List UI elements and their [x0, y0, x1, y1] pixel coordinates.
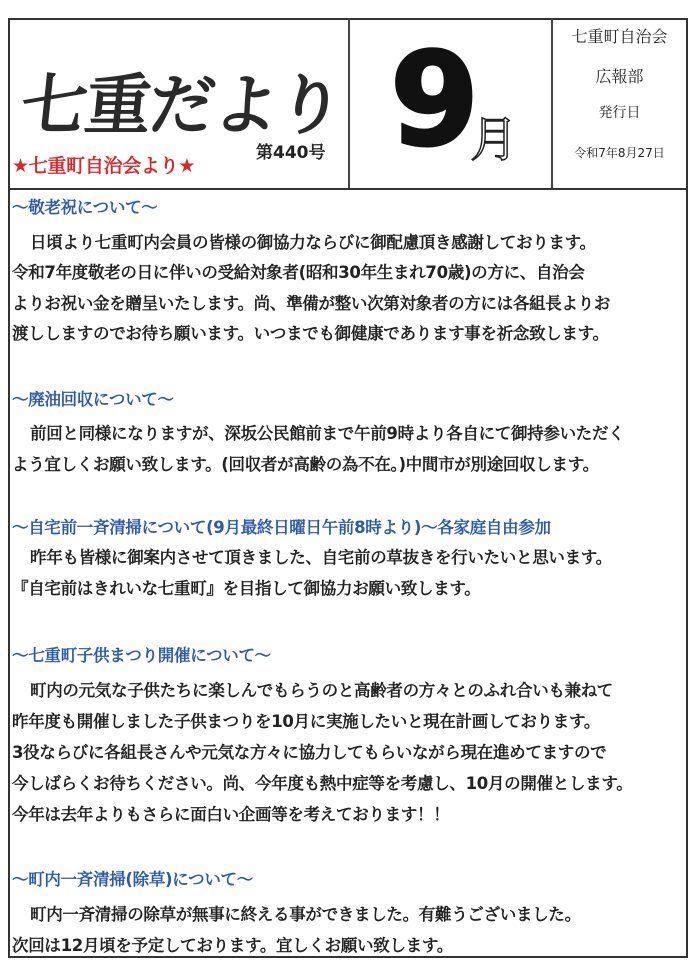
issue-number: 第440号 — [256, 143, 326, 163]
text-line: 3役ならびに各組長さんや元気な方々に協力してもらいながら現在進めてますので — [12, 743, 607, 762]
text-line: 町内一斉清掃の除草が無事に終える事ができました。有難うございました。 — [30, 905, 581, 924]
department: 広報部 — [595, 67, 644, 86]
section-title: ～自宅前一斉清掃について(9月最終日曜日午前8時より)～各家庭自由参加 — [12, 518, 551, 537]
month-cell — [350, 18, 553, 188]
text-line: 令和7年度敬老の日に伴いの受給対象者(昭和30年生まれ70歳)の方に、自治会 — [12, 263, 585, 282]
section-title: ～町内一斉清掃(除草)について～ — [12, 870, 253, 889]
text-line: 日頃より七重町内会員の皆様の御協力ならびに御配慮頂き感謝しております。 — [30, 233, 596, 252]
newsletter-title: 七重だより — [17, 67, 346, 144]
issue-date-label: 発行日 — [598, 105, 641, 121]
section-title: ～七重町子供まつり開催について～ — [12, 646, 271, 665]
text-line: 次回は12月頃を予定しております。宜しくお願い致します。 — [12, 936, 453, 955]
text-line: 町内の元気な子供たちに楽しんでもらうのと高齢者の方々とのふれ合いも兼ねて — [30, 681, 613, 700]
publisher: 七重町自治会 — [571, 27, 668, 46]
text-line: 昨年も皆様に御案内させて頂きました、自宅前の草抜きを行いたいと思います。 — [30, 548, 612, 567]
text-line: 前回と同様になりますが、深坂公民館前まで午前9時より各自にて御持参いただく — [30, 424, 625, 443]
section-title: ～敬老祝について～ — [12, 198, 158, 217]
text-line: 渡ししますのでお待ち願います。いつまでも御健康であります事を祈念致します。 — [12, 324, 609, 343]
publisher-cell — [553, 18, 686, 188]
issue-date: 令和7年8月27日 — [574, 146, 665, 160]
month-number: 9 — [390, 26, 480, 175]
text-line: よう宜しくお願い致します。(回収者が高齢の為不在。)中間市が別途回収します。 — [12, 455, 599, 474]
month-unit: 月 — [470, 112, 519, 168]
text-line: 『自宅前はきれいな七重町』を目指して御協力お願い致します。 — [12, 579, 481, 598]
text-line: 昨年度も開催しました子供まつりを10月に実施したいと現在計画しております。 — [12, 712, 601, 731]
text-line: 今しばらくお待ちください。尚、今年度も熱中症等を考慮し、10月の開催とします。 — [12, 774, 633, 793]
main-heading: ★七重町自治会より★ — [12, 155, 196, 177]
section-title: ～廃油回収について～ — [12, 390, 174, 409]
text-line: 今年は去年よりもさらに面白い企画等を考えております！！ — [12, 805, 450, 824]
text-line: よりお祝い金を贈呈いたします。尚、準備が整い次第対象者の方には各組長よりお — [12, 294, 611, 313]
